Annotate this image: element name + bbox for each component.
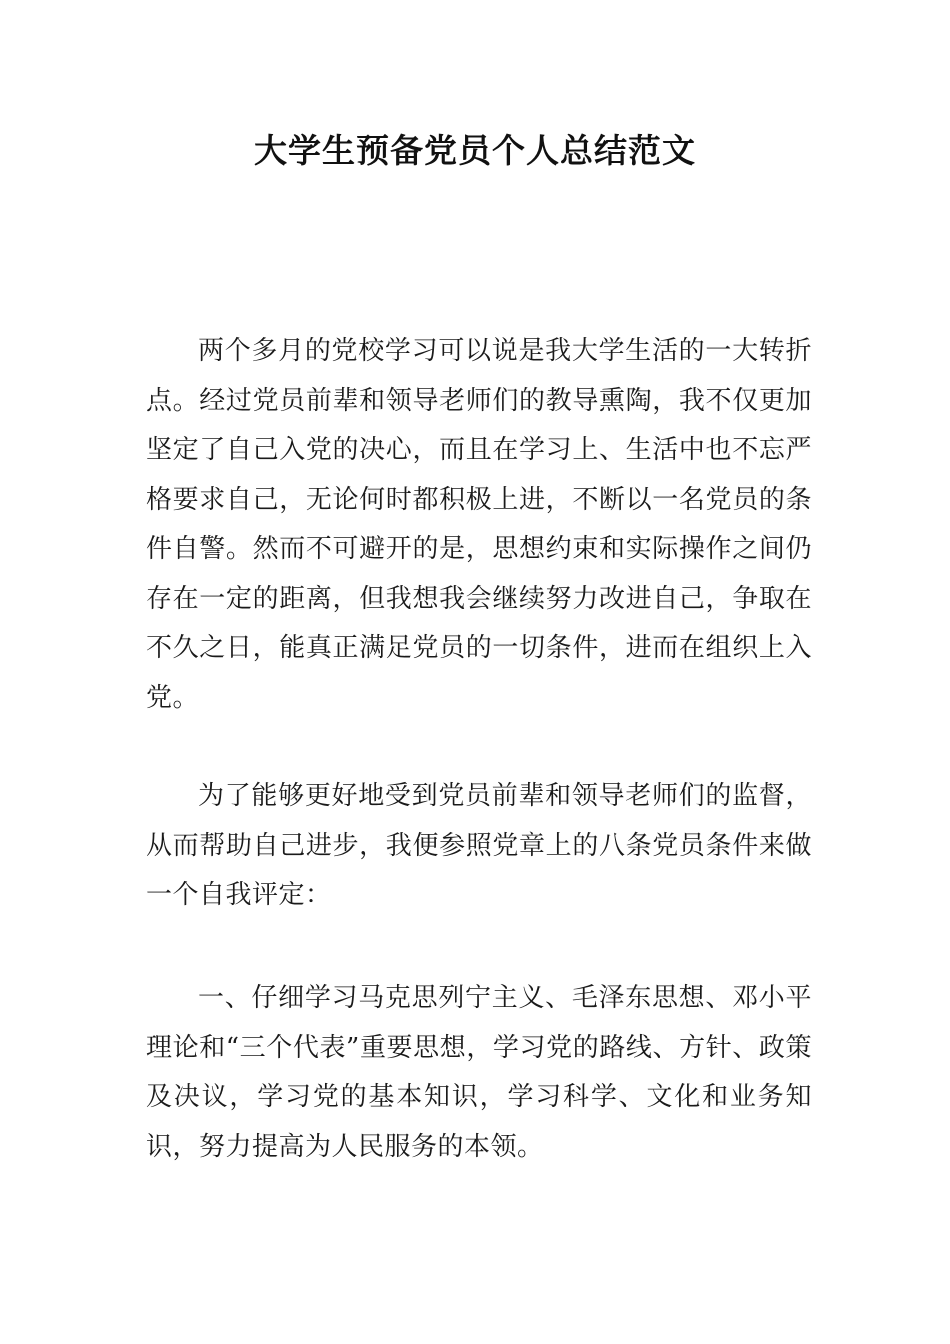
document-title: 大学生预备党员个人总结范文: [254, 131, 696, 170]
paragraph-item-one: 一、仔细学习马克思列宁主义、毛泽东思想、邓小平理论和“三个代表”重要思想，学习党的路线、方针、政策及决议，学习党的基本知识，学习科学、文化和业务知识，努力提高为人民服务的本领。: [146, 983, 812, 1162]
paragraph-self-evaluation-intro: 为了能够更好地受到党员前辈和领导老师们的监督，从而帮助自己进步，我便参照党章上的八条党员条件来做一个自我评定：: [146, 781, 812, 910]
paragraph-intro: 两个多月的党校学习可以说是我大学生活的一大转折点。经过党员前辈和领导老师们的教导熏陶，我不仅更加坚定了自己入党的决心，而且在学习上、生活中也不忘严格要求自己，无论何时都积极上进，不断以一名党员的条件自警。然而不可避开的是，思想约束和实际操作之间仍存在一定的距离，但我想我会继续努力改进自己，争取在不久之日，能真正满足党员的一切条件，进而在组织上入党。: [146, 336, 812, 713]
